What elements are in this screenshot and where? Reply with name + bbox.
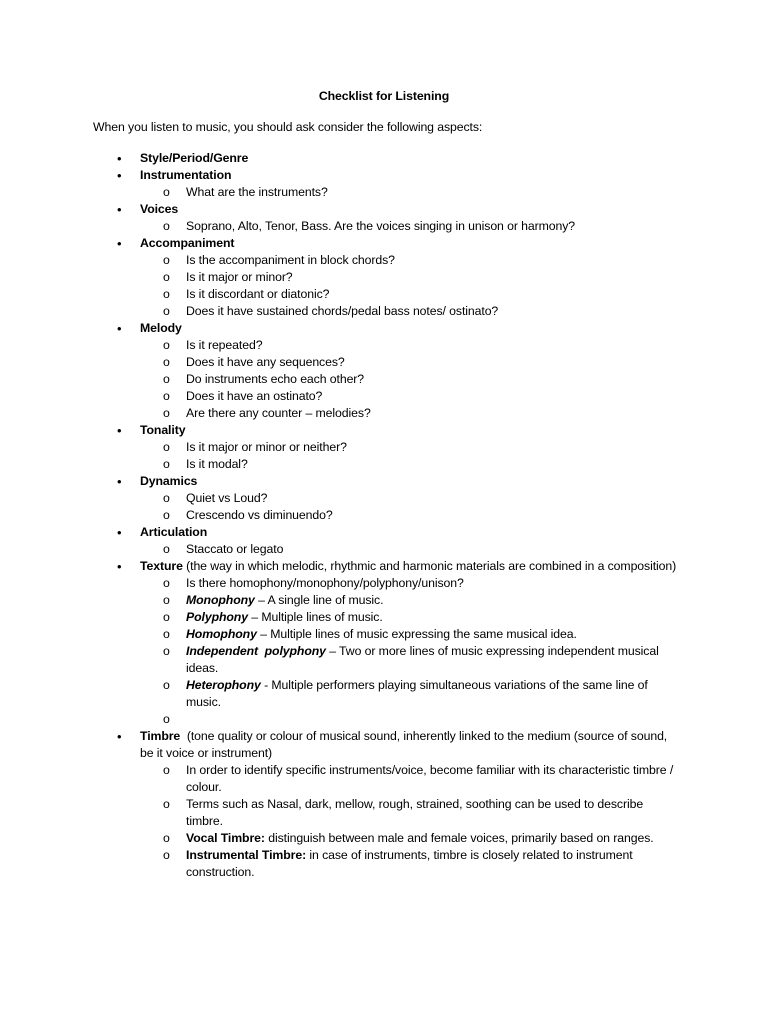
sub-item-text xyxy=(186,354,680,371)
bullet-icon: • xyxy=(117,525,122,540)
sub-item-text xyxy=(186,388,680,405)
sub-list-item xyxy=(163,456,680,473)
item-text: – Multiple lines of music expressing the same musical idea. xyxy=(256,627,577,641)
circle-bullet-icon: o xyxy=(163,219,170,233)
bold-term: Instrumental Timbre: xyxy=(186,848,307,862)
sub-list-item xyxy=(163,252,680,269)
item-text: distinguish between male and female voices, primarily based on ranges. xyxy=(264,831,654,845)
sub-list-item xyxy=(163,218,680,235)
sub-item-text xyxy=(186,609,680,626)
sub-list-item xyxy=(163,439,680,456)
italic-bold-term: Polyphony xyxy=(186,610,248,624)
item-text: In order to identify specific instruments/voice, become familiar with its characteristic timbre / colour. xyxy=(186,763,677,794)
sub-list xyxy=(163,490,680,524)
item-label xyxy=(140,473,680,490)
circle-bullet-icon: o xyxy=(163,406,170,420)
sub-list-item xyxy=(163,677,680,711)
item-text: – A single line of music. xyxy=(254,593,384,607)
item-text: Quiet vs Loud? xyxy=(186,491,268,505)
italic-bold-term: Homophony xyxy=(186,627,257,641)
sub-list-item xyxy=(163,303,680,320)
item-text: Does it have sustained chords/pedal bass notes/ ostinato? xyxy=(186,304,499,318)
sub-list-item xyxy=(163,711,680,728)
sub-item-text xyxy=(186,252,680,269)
list-item-voices xyxy=(117,201,680,235)
sub-item-text xyxy=(186,184,680,201)
list-item-timbre xyxy=(117,728,680,881)
circle-bullet-icon: o xyxy=(163,304,170,318)
bold-term: Texture xyxy=(140,559,183,573)
bold-term: Tonality xyxy=(140,423,186,437)
circle-bullet-icon: o xyxy=(163,542,170,556)
circle-bullet-icon: o xyxy=(163,678,170,692)
sub-item-text xyxy=(186,371,680,388)
list-item-dynamics xyxy=(117,473,680,524)
sub-item-text xyxy=(186,677,680,711)
sub-item-text xyxy=(186,592,680,609)
sub-item-text xyxy=(186,541,680,558)
sub-list-item xyxy=(163,609,680,626)
item-text: Soprano, Alto, Tenor, Bass. Are the voices singing in unison or harmony? xyxy=(186,219,576,233)
sub-list-item xyxy=(163,762,680,796)
sub-list-item xyxy=(163,405,680,422)
sub-list-item xyxy=(163,643,680,677)
sub-item-text xyxy=(186,405,680,422)
list-item-accompaniment xyxy=(117,235,680,320)
sub-list xyxy=(163,218,680,235)
bold-term: Style/Period/Genre xyxy=(140,151,249,165)
sub-item-text xyxy=(186,337,680,354)
sub-item-text xyxy=(186,762,680,796)
sub-list xyxy=(163,575,680,728)
sub-list xyxy=(163,252,680,320)
circle-bullet-icon: o xyxy=(163,287,170,301)
bold-term: Vocal Timbre: xyxy=(186,831,265,845)
sub-item-text xyxy=(186,286,680,303)
circle-bullet-icon: o xyxy=(163,712,170,726)
circle-bullet-icon: o xyxy=(163,593,170,607)
item-text: in case of instruments, timbre is closely related to instrument construction. xyxy=(186,848,636,879)
sub-item-text xyxy=(186,796,680,830)
item-label xyxy=(140,320,680,337)
sub-item-text xyxy=(186,575,680,592)
item-text: Is it major or minor? xyxy=(186,270,293,284)
bold-term: Instrumentation xyxy=(140,168,232,182)
sub-list-item xyxy=(163,541,680,558)
bold-term: Articulation xyxy=(140,525,208,539)
sub-list-item xyxy=(163,507,680,524)
item-text: – Two or more lines of music expressing independent musical ideas. xyxy=(186,644,663,675)
circle-bullet-icon: o xyxy=(163,440,170,454)
sub-list-item xyxy=(163,388,680,405)
circle-bullet-icon: o xyxy=(163,338,170,352)
item-label xyxy=(140,524,680,541)
circle-bullet-icon: o xyxy=(163,644,170,658)
sub-item-text xyxy=(186,847,680,881)
circle-bullet-icon: o xyxy=(163,389,170,403)
sub-item-text xyxy=(186,643,680,677)
sub-item-text xyxy=(186,456,680,473)
item-label xyxy=(140,728,680,762)
page-title: Checklist for Listening xyxy=(318,89,450,103)
item-text: Is there homophony/monophony/polyphony/unison? xyxy=(186,576,464,590)
bullet-icon: • xyxy=(117,559,122,574)
circle-bullet-icon: o xyxy=(163,372,170,386)
circle-bullet-icon: o xyxy=(163,457,170,471)
italic-bold-term: Independent polyphony xyxy=(186,644,326,658)
circle-bullet-icon: o xyxy=(163,253,170,267)
sub-item-text xyxy=(186,626,680,643)
checklist xyxy=(0,150,768,881)
sub-list xyxy=(163,184,680,201)
sub-list-item xyxy=(163,490,680,507)
circle-bullet-icon: o xyxy=(163,610,170,624)
sub-item-text xyxy=(186,303,680,320)
italic-bold-term: Monophony xyxy=(186,593,255,607)
sub-list-item xyxy=(163,592,680,609)
item-label xyxy=(140,167,680,184)
bullet-icon: • xyxy=(117,321,122,336)
sub-list xyxy=(163,541,680,558)
item-text: (tone quality or colour of musical sound, inherently linked to the medium (source of sound, be it voice or instrument) xyxy=(140,729,671,760)
circle-bullet-icon: o xyxy=(163,185,170,199)
sub-list-item xyxy=(163,337,680,354)
circle-bullet-icon: o xyxy=(163,797,170,811)
item-text: Is it major or minor or neither? xyxy=(186,440,347,454)
sub-list-item xyxy=(163,269,680,286)
sub-list xyxy=(163,337,680,422)
list-item-melody xyxy=(117,320,680,422)
sub-item-text xyxy=(186,439,680,456)
sub-item-text xyxy=(186,218,680,235)
sub-list xyxy=(163,762,680,881)
sub-list-item xyxy=(163,830,680,847)
italic-bold-term: Heterophony xyxy=(186,678,261,692)
bullet-icon: • xyxy=(117,168,122,183)
item-label xyxy=(140,422,680,439)
sub-list-item xyxy=(163,371,680,388)
list-item-instrumentation xyxy=(117,167,680,201)
circle-bullet-icon: o xyxy=(163,270,170,284)
item-text: Do instruments echo each other? xyxy=(186,372,365,386)
bullet-icon: • xyxy=(117,236,122,251)
circle-bullet-icon: o xyxy=(163,355,170,369)
bold-term: Accompaniment xyxy=(140,236,235,250)
list-item-articulation xyxy=(117,524,680,558)
bullet-icon: • xyxy=(117,423,122,438)
sub-item-text xyxy=(186,490,680,507)
sub-list-item xyxy=(163,626,680,643)
item-text: Staccato or legato xyxy=(186,542,284,556)
item-text: (the way in which melodic, rhythmic and harmonic materials are combined in a composition) xyxy=(182,559,677,573)
bullet-icon: • xyxy=(117,729,122,744)
bold-term: Timbre xyxy=(140,729,181,743)
bullet-icon: • xyxy=(117,474,122,489)
list-item-tonality xyxy=(117,422,680,473)
item-label xyxy=(140,558,680,575)
sub-list-item xyxy=(163,354,680,371)
item-text: – Multiple lines of music. xyxy=(247,610,383,624)
item-label xyxy=(140,201,680,218)
list-item-texture xyxy=(117,558,680,728)
sub-item-text xyxy=(186,507,680,524)
sub-list-item xyxy=(163,286,680,303)
bullet-icon: • xyxy=(117,151,122,166)
circle-bullet-icon: o xyxy=(163,848,170,862)
item-label xyxy=(140,235,680,252)
circle-bullet-icon: o xyxy=(163,576,170,590)
sub-list-item xyxy=(163,184,680,201)
bold-term: Melody xyxy=(140,321,182,335)
intro-text: When you listen to music, you should ask consider the following aspects: xyxy=(93,120,483,134)
item-text: Terms such as Nasal, dark, mellow, rough, strained, soothing can be used to describe timbre. xyxy=(186,797,647,828)
item-text: Is it discordant or diatonic? xyxy=(186,287,330,301)
sub-item-text xyxy=(186,269,680,286)
sub-list-item xyxy=(163,575,680,592)
item-text: Does it have an ostinato? xyxy=(186,389,323,403)
sub-list-item xyxy=(163,847,680,881)
item-text: Is the accompaniment in block chords? xyxy=(186,253,395,267)
circle-bullet-icon: o xyxy=(163,508,170,522)
bold-term: Voices xyxy=(140,202,179,216)
item-text: - Multiple performers playing simultaneous variations of the same line of music. xyxy=(186,678,652,709)
sub-list xyxy=(163,439,680,473)
sub-item-text xyxy=(186,830,680,847)
sub-item-text xyxy=(186,711,680,728)
item-text: Does it have any sequences? xyxy=(186,355,345,369)
sub-list-item xyxy=(163,796,680,830)
bold-term: Dynamics xyxy=(140,474,198,488)
item-text: Is it modal? xyxy=(186,457,248,471)
item-text: Crescendo vs diminuendo? xyxy=(186,508,333,522)
list-item-style-period-genre xyxy=(117,150,680,167)
circle-bullet-icon: o xyxy=(163,627,170,641)
item-text: What are the instruments? xyxy=(186,185,328,199)
item-label xyxy=(140,150,680,167)
circle-bullet-icon: o xyxy=(163,763,170,777)
item-text: Is it repeated? xyxy=(186,338,263,352)
item-text: Are there any counter – melodies? xyxy=(186,406,371,420)
bullet-icon: • xyxy=(117,202,122,217)
circle-bullet-icon: o xyxy=(163,831,170,845)
circle-bullet-icon: o xyxy=(163,491,170,505)
